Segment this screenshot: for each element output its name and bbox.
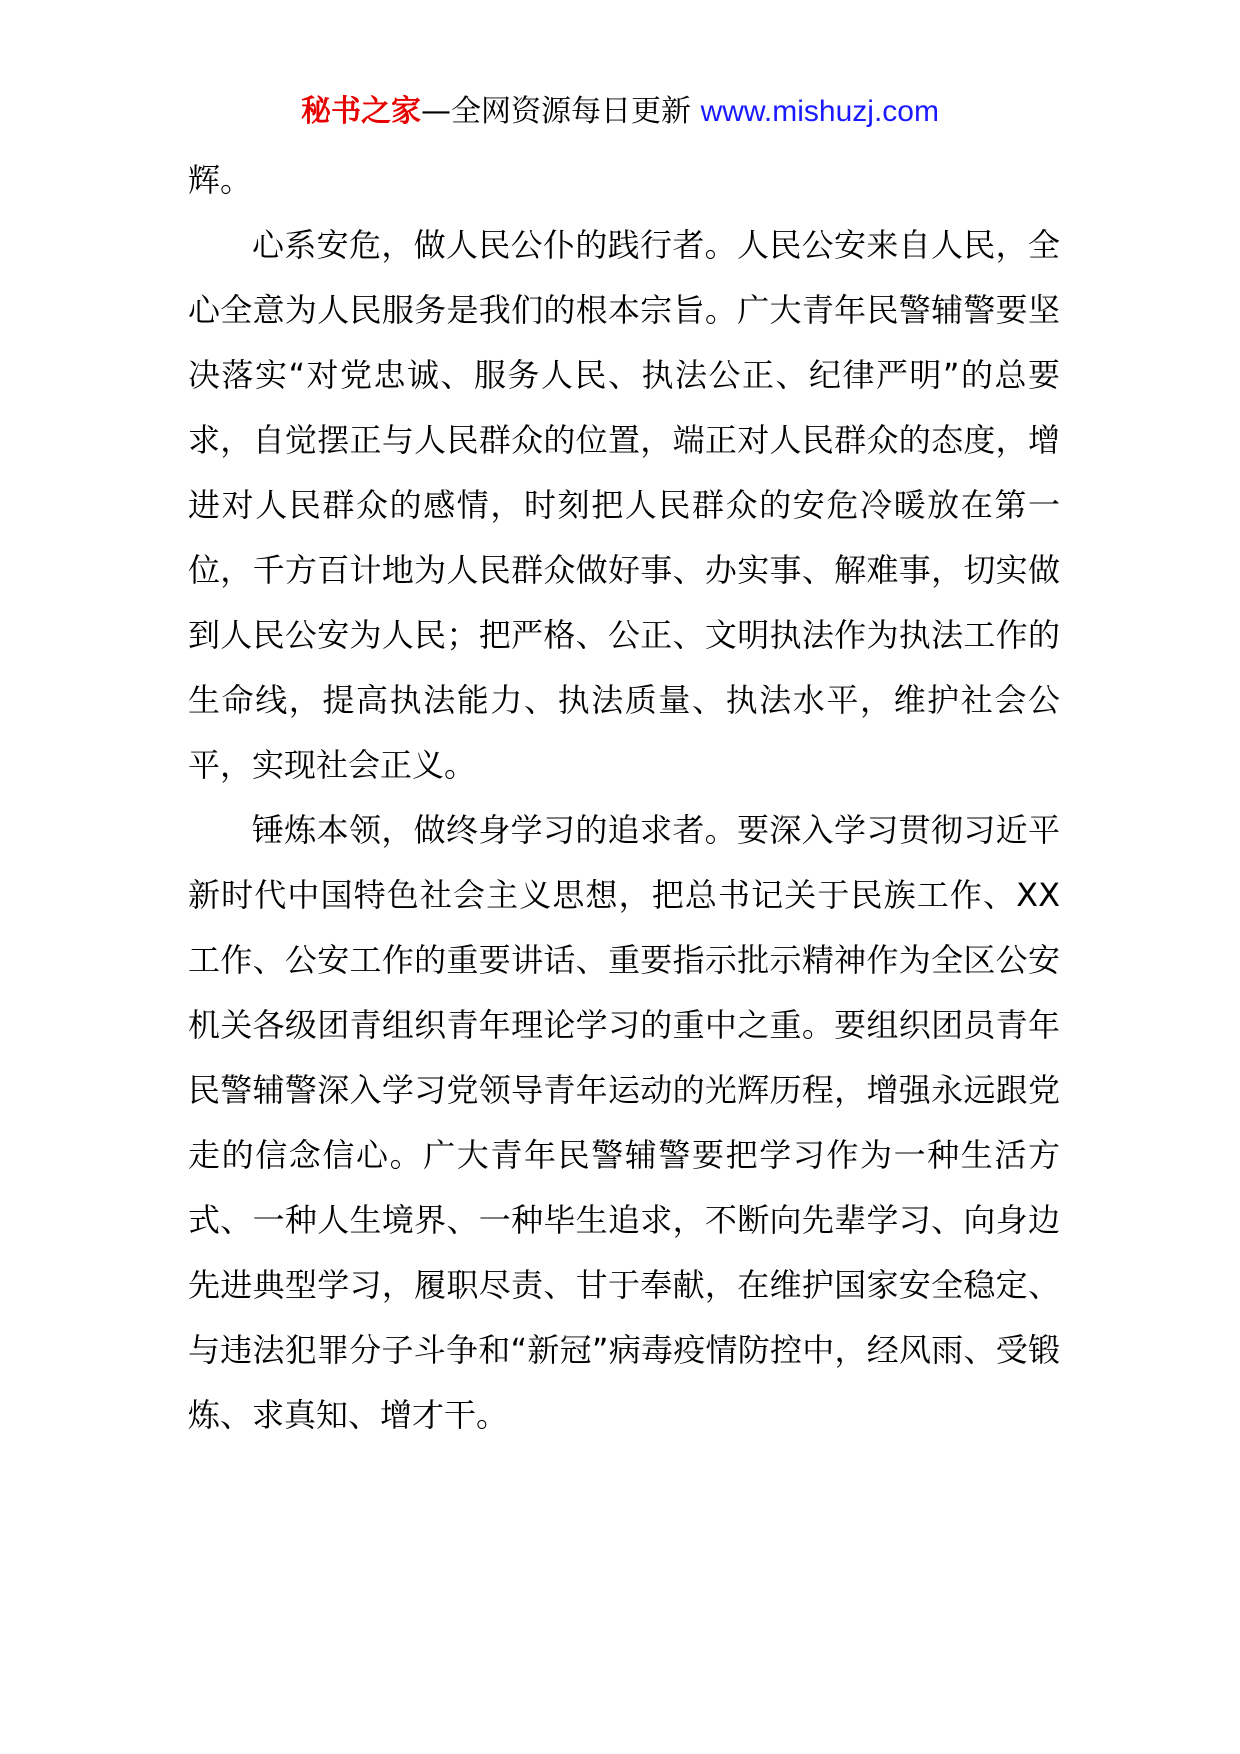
site-brand: 秘书之家 [301, 94, 422, 129]
site-url[interactable]: www.mishuzj.com [700, 95, 939, 128]
paragraph-serve-people: 心系安危，做人民公仆的践行者。人民公安来自人民，全心全意为人民服务是我们的根本宗旨。广大青年民警辅警要坚决落实“对党忠诚、服务人民、执法公正、纪律严明”的总要求，自觉摆正与人民群众的位置，端正对人民群众的态度，增进对人民群众的感情，时刻把人民群众的安危冷暖放在第一位，千方百计地为人民群众做好事、办实事、解难事，切实做到人民公安为人民；把严格、公正、文明执法作为执法工作的生命线，提高执法能力、执法质量、执法水平，维护社会公平，实现社会正义。 [188, 226, 1060, 784]
paragraph-continuation: 辉。 [188, 161, 253, 199]
document-body [188, 148, 1060, 1448]
site-tagline: —全网资源每日更新 [421, 94, 701, 129]
paragraph-lifelong-learning: 锤炼本领，做终身学习的追求者。要深入学习贯彻习近平新时代中国特色社会主义思想，把总书记关于民族工作、XX 工作、公安工作的重要讲话、重要指示批示精神作为全区公安机关各级团青组织青年理论学习的重中之重。要组织团员青年民警辅警深入学习党领导青年运动的光辉历程，增强永远跟党走的信念信心。广大青年民警辅警要把学习作为一种生活方式、一种人生境界、一种毕生追求，不断向先辈学习、向身边先进典型学习，履职尽责、甘于奉献，在维护国家安全稳定、与违法犯罪分子斗争和“新冠”病毒疫情防控中，经风雨、受锻炼、求真知、增才干。 [188, 811, 1060, 1434]
page-header [0, 92, 1240, 132]
